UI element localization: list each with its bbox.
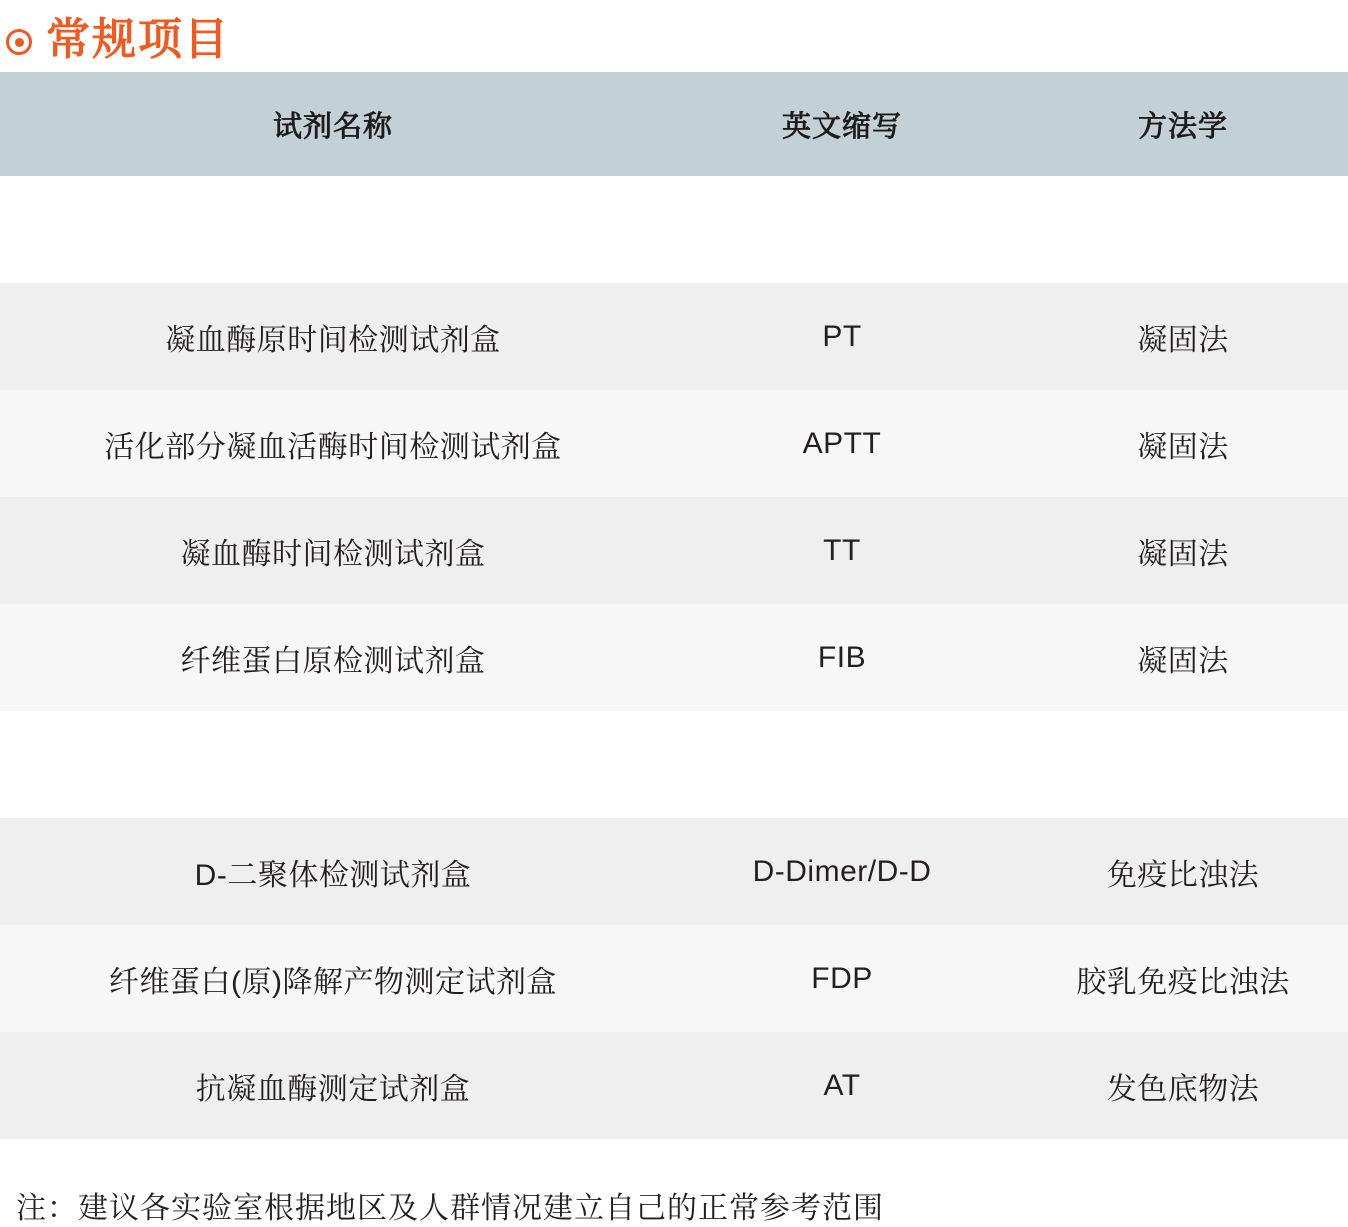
table-row xyxy=(0,604,1348,711)
cell-reagent-name: 凝血酶时间检测试剂盒 xyxy=(0,497,666,604)
table-row xyxy=(0,497,1348,604)
cell-abbr: APTT xyxy=(666,390,1018,497)
cell-abbr: PT xyxy=(666,283,1018,390)
page-title xyxy=(0,0,1348,72)
table-row xyxy=(0,1032,1348,1139)
cell-method: 凝固法 xyxy=(1018,283,1348,390)
cell-reagent-name: 活化部分凝血活酶时间检测试剂盒 xyxy=(0,390,666,497)
cell-abbr: D-Dimer/D-D xyxy=(666,818,1018,925)
cell-reagent-name: 纤维蛋白原检测试剂盒 xyxy=(0,604,666,711)
table-header xyxy=(0,72,1348,176)
cell-method: 免疫比浊法 xyxy=(1018,818,1348,925)
table-top-gap xyxy=(0,176,1348,283)
column-header-method: 方法学 xyxy=(1018,72,1348,176)
page-title-text: 常规项目 xyxy=(46,15,230,64)
table-row xyxy=(0,925,1348,1032)
cell-reagent-name: D-二聚体检测试剂盒 xyxy=(0,818,666,925)
table-row xyxy=(0,818,1348,925)
cell-abbr: TT xyxy=(666,497,1018,604)
cell-method: 凝固法 xyxy=(1018,390,1348,497)
column-header-name: 试剂名称 xyxy=(0,72,666,176)
cell-abbr: FDP xyxy=(666,925,1018,1032)
table-header-row xyxy=(0,72,1348,176)
cell-abbr: AT xyxy=(666,1032,1018,1139)
cell-method: 发色底物法 xyxy=(1018,1032,1348,1139)
table-group-separator xyxy=(0,711,1348,818)
cell-method: 凝固法 xyxy=(1018,497,1348,604)
cell-method: 凝固法 xyxy=(1018,604,1348,711)
cell-method: 胶乳免疫比浊法 xyxy=(1018,925,1348,1032)
circle-dot-icon xyxy=(6,29,32,55)
table-footnote: 注：建议各实验室根据地区及人群情况建立自己的正常参考范围 xyxy=(16,1191,884,1226)
table-row xyxy=(0,283,1348,390)
cell-reagent-name: 抗凝血酶测定试剂盒 xyxy=(0,1032,666,1139)
column-header-abbr: 英文缩写 xyxy=(666,72,1018,176)
table-body xyxy=(0,176,1348,1139)
table-row xyxy=(0,390,1348,497)
cell-reagent-name: 纤维蛋白(原)降解产物测定试剂盒 xyxy=(0,925,666,1032)
cell-abbr: FIB xyxy=(666,604,1018,711)
cell-reagent-name: 凝血酶原时间检测试剂盒 xyxy=(0,283,666,390)
reagent-table xyxy=(0,72,1348,1139)
